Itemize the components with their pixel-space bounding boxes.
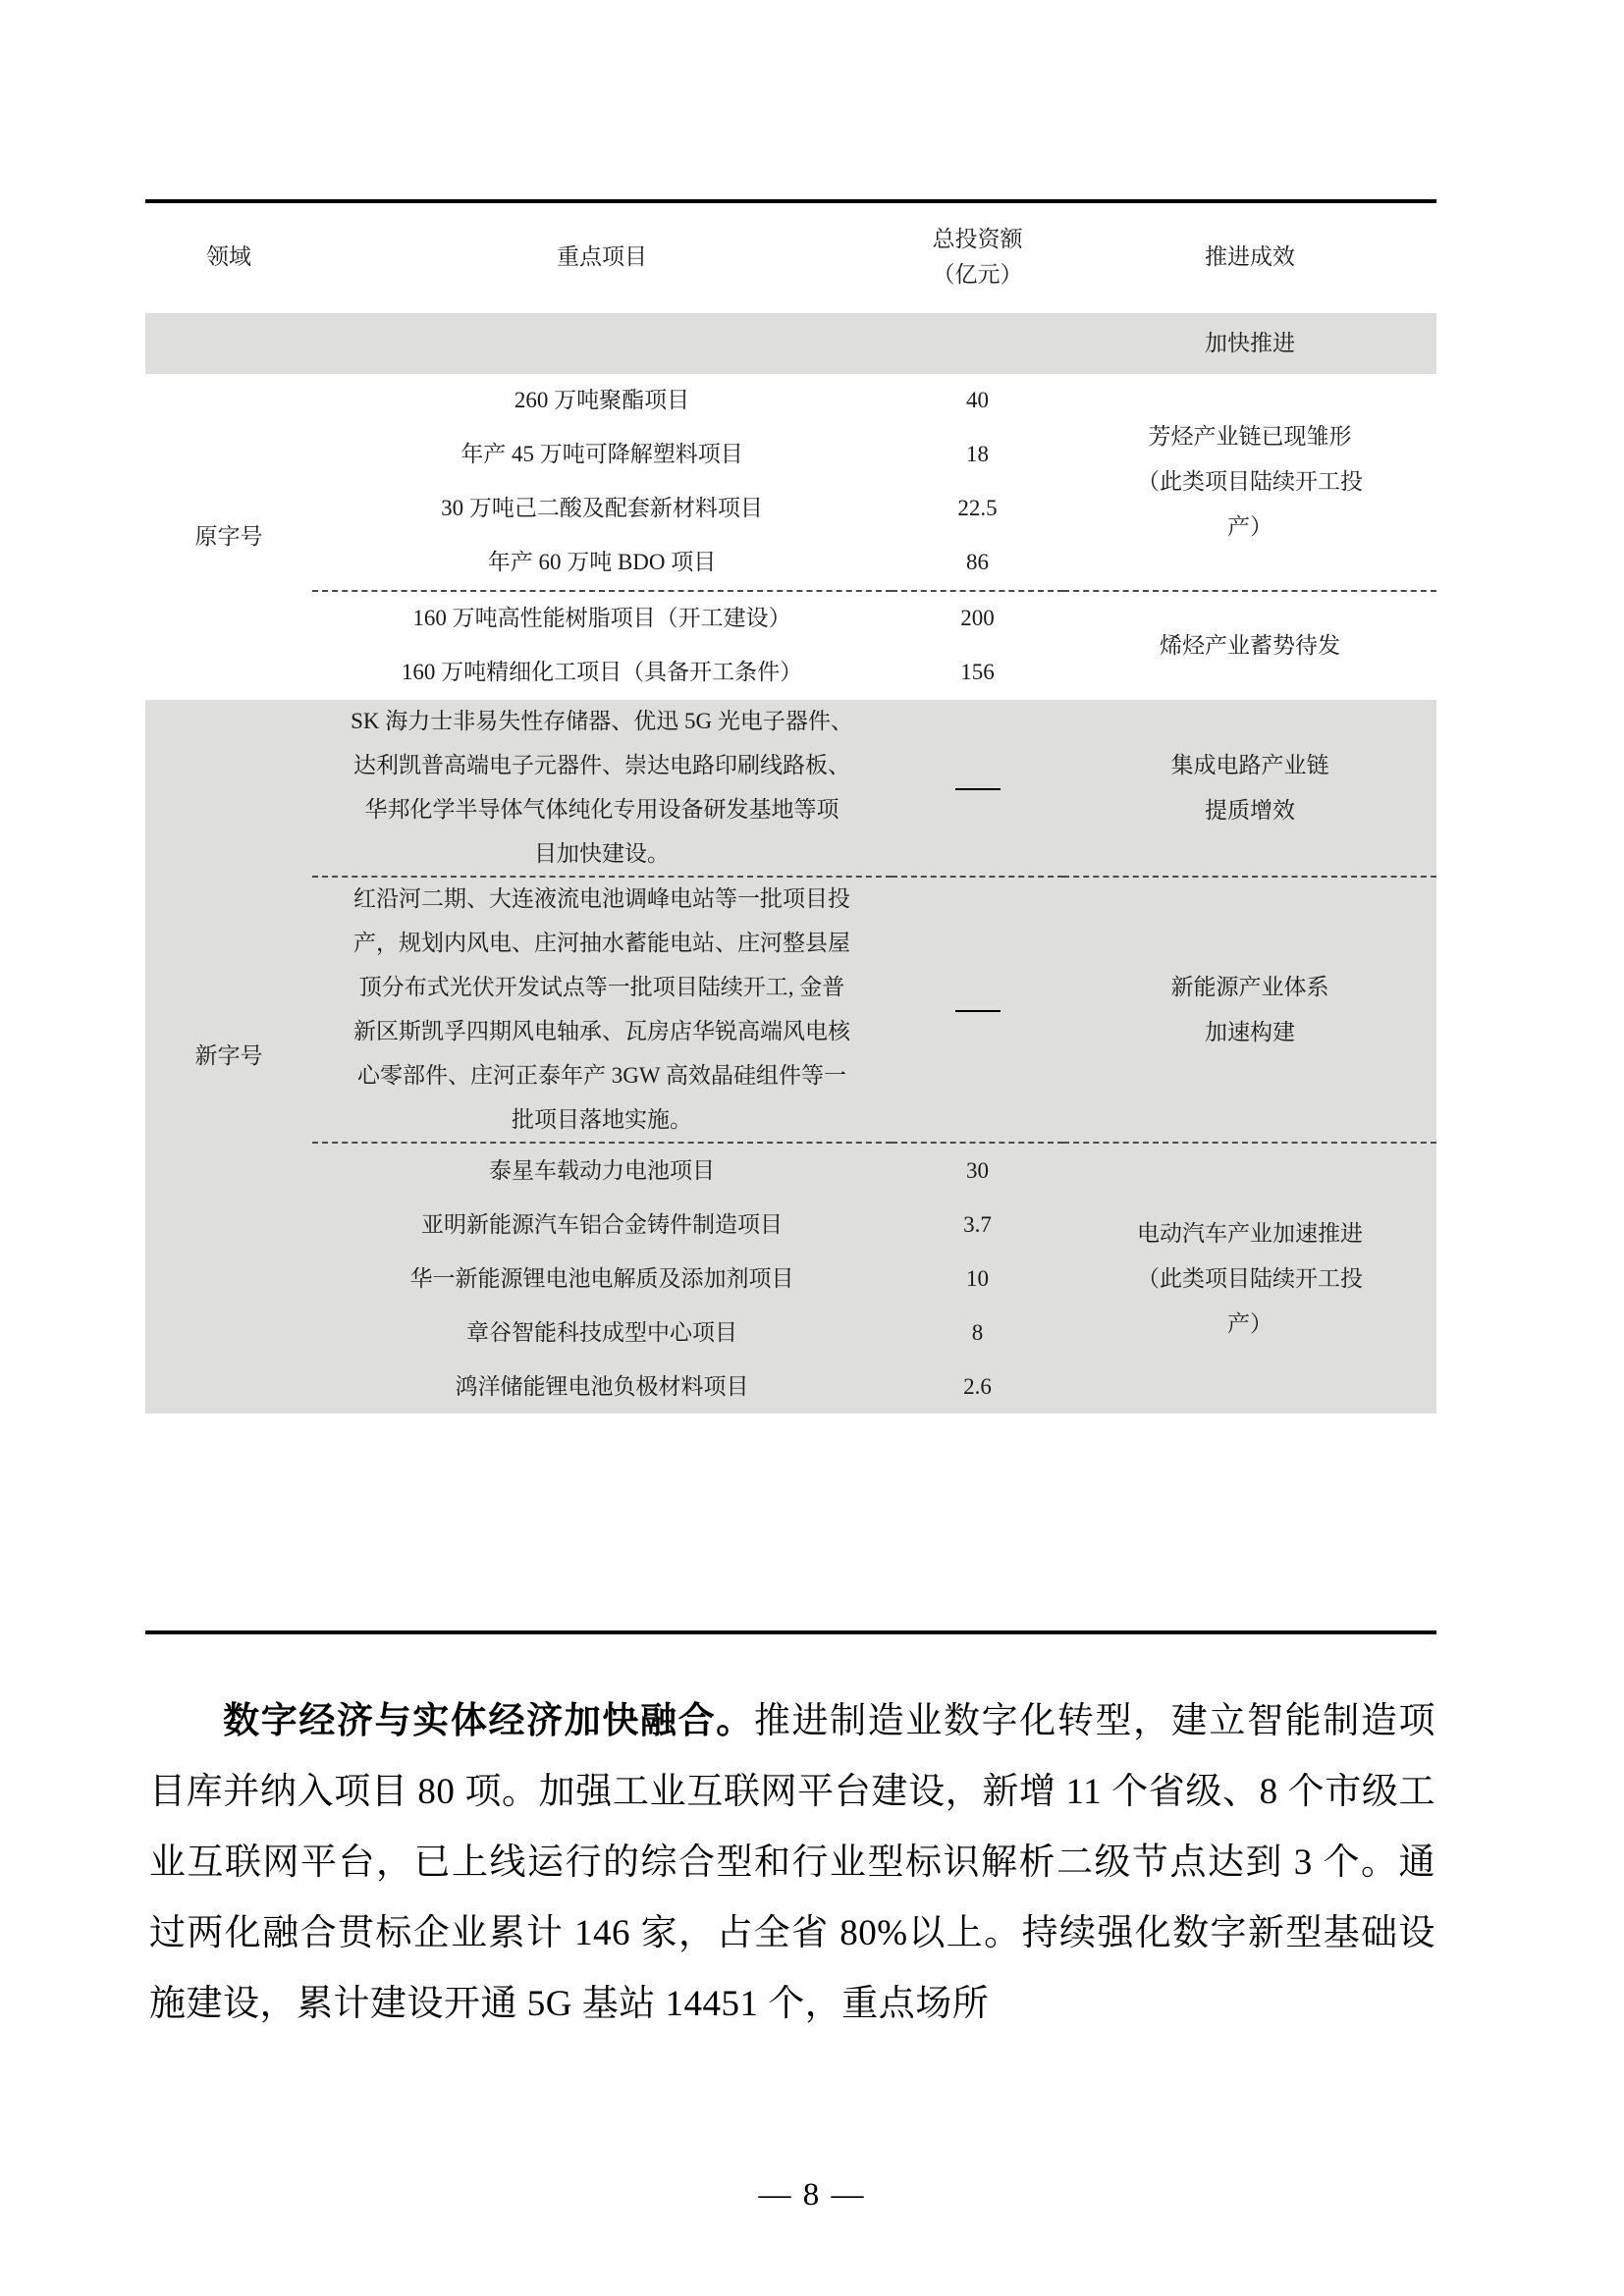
header-effect: 推进成效: [1205, 243, 1295, 269]
amount-cell: 2.6: [892, 1360, 1063, 1414]
project-cell: 160 万吨精细化工项目（具备开工条件）: [401, 660, 803, 685]
amount-cell: 40: [966, 388, 989, 413]
table-body: [145, 313, 1436, 1414]
header-amount-line2: （亿元）: [932, 262, 1023, 287]
effect-line: 产）: [1227, 514, 1272, 539]
project-paragraph-cell-newenergy: [312, 877, 892, 1143]
paragraph-line: 达利凯普高端电子元器件、崇达电路印刷线路板、: [353, 752, 850, 777]
amount-cell: 18: [966, 442, 989, 467]
header-amount-line1: 总投资额: [932, 227, 1023, 252]
amount-cell-empty: [892, 700, 1063, 877]
paragraph-line: 华邦化学半导体气体纯化专用设备研发基地等项: [364, 796, 839, 822]
amount-cell: 86: [966, 550, 989, 575]
table-header-row: [145, 201, 1436, 313]
effect-line: 电动汽车产业加速推进: [1137, 1220, 1363, 1246]
key-projects-table: [145, 201, 1436, 1414]
project-cell: 泰星车载动力电池项目: [312, 1143, 892, 1198]
banner-effect-cell: 加快推进: [1063, 313, 1436, 374]
paragraph-line: 红沿河二期、大连液流电池调峰电站等一批项目投: [353, 886, 850, 912]
paragraph-line: 目加快建设。: [534, 840, 670, 866]
table-row: [145, 700, 1436, 877]
banner-project-cell: [312, 313, 892, 374]
amount-cell: 156: [960, 660, 995, 685]
project-cell: 年产 60 万吨 BDO 项目: [487, 550, 717, 575]
effect-line: 芳烃产业链已现雏形: [1148, 424, 1352, 449]
effect-cell: [1063, 591, 1436, 700]
amount-cell: 8: [892, 1306, 1063, 1360]
effect-line: 产）: [1227, 1310, 1272, 1336]
header-project: 重点项目: [557, 243, 647, 269]
table-row: [145, 877, 1436, 1143]
table-row: [145, 1143, 1436, 1198]
effect-line: 加速构建: [1205, 1019, 1295, 1044]
effect-cell: [1063, 700, 1436, 877]
amount-cell: 200: [892, 591, 1063, 646]
project-cell: 160 万吨高性能树脂项目（开工建设）: [312, 591, 892, 646]
domain-cell-xinzihao: 新字号: [145, 700, 312, 1414]
body-paragraph: [149, 1686, 1435, 2040]
effect-line: 集成电路产业链: [1170, 752, 1329, 777]
table-row: [145, 313, 1436, 374]
amount-cell: 30: [892, 1143, 1063, 1198]
amount-cell: 10: [892, 1252, 1063, 1306]
table-row: [145, 374, 1436, 428]
table-row: [145, 591, 1436, 646]
project-cell: 华一新能源锂电池电解质及添加剂项目: [312, 1252, 892, 1306]
project-cell: 30 万吨己二酸及配套新材料项目: [441, 496, 763, 521]
header-amount: [892, 201, 1063, 313]
table-head: [145, 201, 1436, 313]
paragraph-line: 新区斯凯孚四期风电轴承、瓦房店华锐高端风电核: [353, 1018, 850, 1043]
table-bottom-rule: [145, 1630, 1436, 1634]
em-dash-icon: [955, 788, 1001, 790]
paragraph-line: 批项目落地实施。: [512, 1106, 692, 1132]
effect-line: 提质增效: [1205, 797, 1295, 823]
paragraph-lead: 数字经济与实体经济加快融合。: [222, 1701, 754, 1741]
project-cell: 章谷智能科技成型中心项目: [312, 1306, 892, 1360]
effect-cell: [1063, 374, 1436, 591]
effect-line: 烯烃产业蓄势待发: [1160, 633, 1340, 658]
paragraph-line: SK 海力士非易失性存储器、优迅 5G 光电子器件、: [351, 709, 853, 733]
effect-cell: [1063, 1143, 1436, 1414]
project-paragraph-cell-ic: [312, 700, 892, 877]
em-dash-icon: [955, 1010, 1001, 1012]
banner-domain-cell: [145, 313, 312, 374]
project-cell: 亚明新能源汽车铝合金铸件制造项目: [312, 1198, 892, 1252]
domain-cell-yuanzihao: 原字号: [194, 523, 263, 549]
project-cell: 鸿洋储能锂电池负极材料项目: [312, 1360, 892, 1414]
amount-cell: 22.5: [957, 496, 998, 521]
project-cell: 年产 45 万吨可降解塑料项目: [460, 442, 743, 467]
paragraph-line: 产，规划内风电、庄河抽水蓄能电站、庄河整县屋: [353, 931, 850, 956]
effect-cell: [1063, 877, 1436, 1143]
project-cell: 260 万吨聚酯项目: [514, 388, 690, 413]
key-projects-table-wrapper: [145, 201, 1436, 1414]
effect-line: 新能源产业体系: [1170, 974, 1329, 999]
effect-line: （此类项目陆续开工投: [1137, 469, 1363, 494]
amount-cell-empty: [892, 877, 1063, 1143]
amount-cell: 3.7: [892, 1198, 1063, 1252]
paragraph-line: 心零部件、庄河正泰年产 3GW 高效晶硅组件等一: [357, 1062, 846, 1088]
banner-amount-cell: [892, 313, 1063, 374]
page-footer-number: — 8 —: [758, 2177, 866, 2213]
effect-line: （此类项目陆续开工投: [1137, 1265, 1363, 1291]
paragraph-line: 顶分布式光伏开发试点等一批项目陆续开工, 金普: [358, 975, 845, 1000]
paragraph-text: 推进制造业数字化转型，建立智能制造项目库并纳入项目 80 项。加强工业互联网平台建设，新增 11 个省级、8 个市级工业互联网平台，已上线运行的综合型和行业型标识解析二级节点达到 3 个。通过两化融合贯标企业累计 146 家，占全省 80%以上。持续强化数字新型基础设施建设，累计建设开通 5G 基站 14451 个，重点场所: [149, 1701, 1435, 2024]
header-domain: 领域: [206, 243, 251, 269]
